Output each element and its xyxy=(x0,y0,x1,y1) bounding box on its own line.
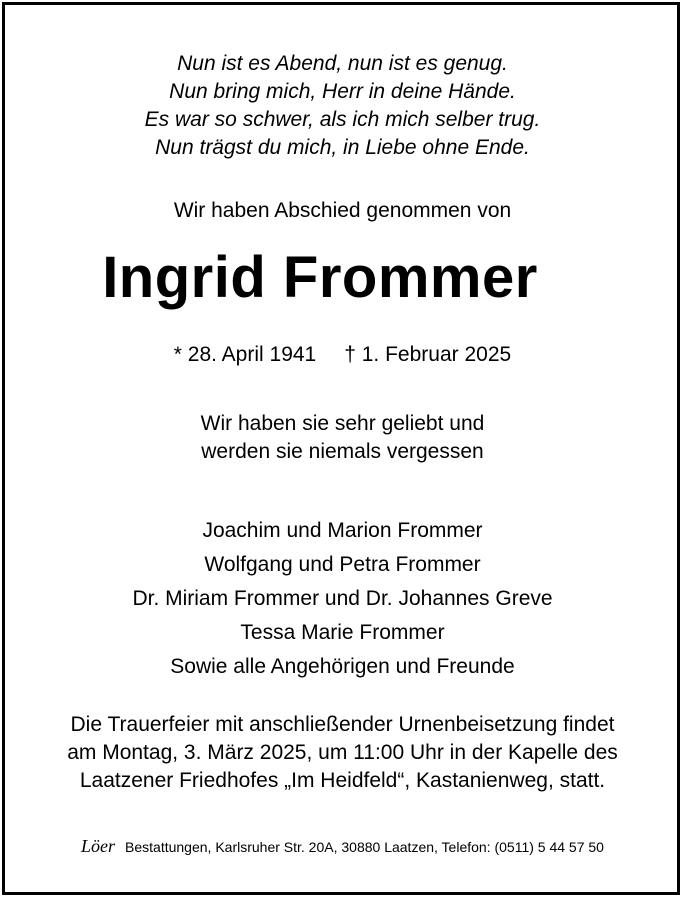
tribute xyxy=(0,410,685,466)
poem-line: Es war so schwer, als ich mich selber trug. xyxy=(144,108,541,131)
funeral-line: Die Trauerfeier mit anschließender Urnenbeisetzung findet xyxy=(70,713,615,736)
tribute-line: werden sie niemals vergessen xyxy=(201,440,484,463)
undertaker-address: Bestattungen, Karlsruher Str. 20A, 30880 Laatzen, Telefon: (0511) 5 44 57 50 xyxy=(125,839,604,855)
birth-date: * 28. April 1941 xyxy=(173,343,317,366)
poem-line: Nun ist es Abend, nun ist es genug. xyxy=(177,52,508,75)
family-member: Sowie alle Angehörigen und Freunde xyxy=(170,655,515,678)
family-member: Dr. Miriam Frommer und Dr. Johannes Greve xyxy=(132,587,553,610)
life-dates xyxy=(0,342,685,368)
family-member: Tessa Marie Frommer xyxy=(240,621,445,644)
tribute-line: Wir haben sie sehr geliebt und xyxy=(200,412,485,435)
undertaker-footer xyxy=(0,836,685,857)
death-date: † 1. Februar 2025 xyxy=(344,343,512,366)
family-list xyxy=(0,514,685,684)
funeral-info xyxy=(0,711,685,795)
poem-line: Nun trägst du mich, in Liebe ohne Ende. xyxy=(155,136,530,159)
intro-text: Wir haben Abschied genommen von xyxy=(173,199,512,222)
poem xyxy=(0,50,685,162)
family-member: Joachim und Marion Frommer xyxy=(202,519,483,542)
undertaker-logo: Löer xyxy=(81,836,116,856)
funeral-line: Laatzener Friedhofes „Im Heidfeld“, Kastanienweg, statt. xyxy=(79,769,606,792)
family-member: Wolfgang und Petra Frommer xyxy=(204,553,481,576)
funeral-line: am Montag, 3. März 2025, um 11:00 Uhr in der Kapelle des xyxy=(67,741,618,764)
deceased-name: Ingrid Frommer xyxy=(102,245,538,310)
poem-line: Nun bring mich, Herr in deine Hände. xyxy=(169,80,516,103)
